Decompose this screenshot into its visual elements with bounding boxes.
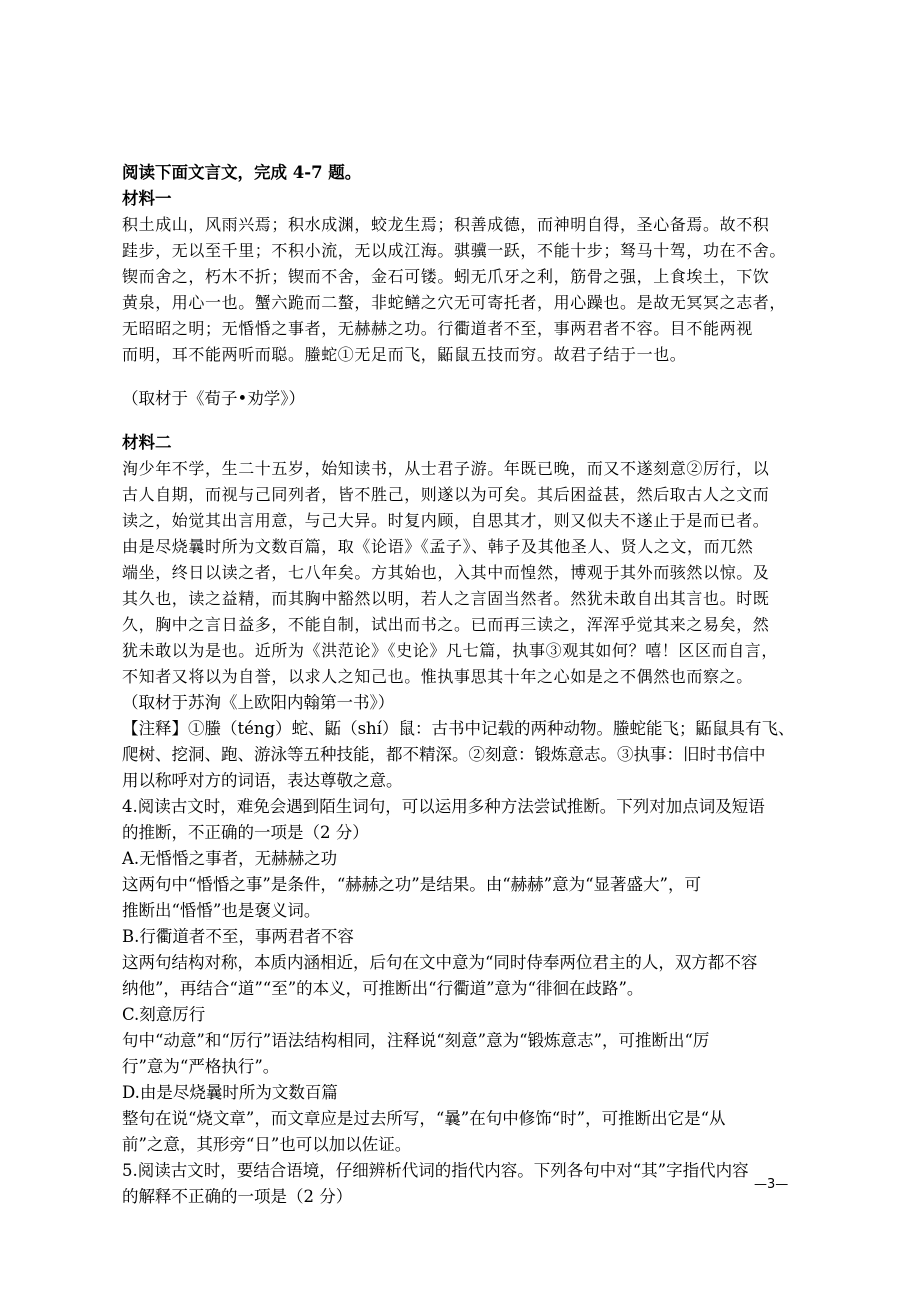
q4-option-b-text: 这两句结构对称，本质内涵相近，后句在文中意为“同时侍奉两位君主的人，双方都不容 — [122, 953, 758, 972]
material1-line: 积土成山，风雨兴焉；积水成渊，蛟龙生焉；积善成德，而神明自得，圣心备焉。故不积 — [122, 215, 770, 234]
material2-line: 久，胸中之言日益多，不能自制，试出而书之。已而再三读之，浑浑乎觉其来之易矣，然 — [122, 615, 770, 634]
material2-title: 材料二 — [122, 433, 172, 452]
document-body — [122, 160, 810, 1210]
note-line: 爬树、挖洞、跑、游泳等五种技能，都不精深。②刻意：锻炼意志。③执事：旧时书信中 — [122, 745, 766, 764]
q4-option-b-label: B.行衢道者不至，事两君者不容 — [122, 927, 354, 946]
material1-source: （取材于《荀子•劝学》） — [122, 389, 305, 408]
intro-heading: 阅读下面文言文，完成 4-7 题。 — [122, 163, 362, 182]
q5-stem-line: 的解释不正确的一项是（2 分） — [122, 1187, 353, 1206]
note-line: 用以称呼对方的词语，表达尊敬之意。 — [122, 771, 403, 790]
q4-option-d-label: D.由是尽烧曩时所为文数百篇 — [122, 1083, 338, 1102]
material2-line: 读之，始觉其出言用意，与己大异。时复内顾，自思其才，则又似夫不遂止于是而已者。 — [122, 511, 770, 530]
q4-option-a-text: 这两句中“惛惛之事”是条件，“赫赫之功”是结果。由“赫赫”意为“显著盛大”，可 — [122, 875, 701, 894]
notes — [122, 716, 810, 794]
q4-option-c-label: C.刻意厉行 — [122, 1005, 206, 1024]
note-line: 【注释】①螣（téng）蛇、鼫（shí）鼠：古书中记载的两种动物。螣蛇能飞；鼫鼠具有飞、 — [122, 719, 795, 738]
material2-line: 洵少年不学，生二十五岁，始知读书，从士君子游。年既已晚，而又不遂刻意②厉行，以 — [122, 459, 770, 478]
q4-option-a-text: 推断出“惛惛”也是褒义词。 — [122, 901, 321, 920]
material1-line: 黄泉，用心一也。蟹六跪而二螯，非蛇鳝之穴无可寄托者，用心躁也。是故无冥冥之志者， — [122, 293, 787, 312]
q4-option-d-text: 整句在说“烧文章”，而文章应是过去所写，“曩”在句中修饰“时”，可推断出它是“从 — [122, 1109, 726, 1128]
material2-text — [122, 456, 810, 690]
material2-line: 不知者又将以为自誉，以求人之知己也。惟执事思其十年之心如是之不偶然也而察之。 — [122, 667, 753, 686]
material2-source: （取材于苏洵《上欧阳内翰第一书》） — [122, 693, 395, 712]
q4-option-d-text: 前”之意，其形旁“日”也可以加以佐证。 — [122, 1135, 412, 1154]
material2-line: 犹未敢以为是也。近所为《洪范论》《史论》凡七篇，执事③观其如何？嘻！区区而自言， — [122, 641, 779, 660]
page-number: —3— — [754, 1177, 789, 1192]
material1-line: 而明，耳不能两听而聪。螣蛇①无足而飞，鼫鼠五技而穷。故君子结于一也。 — [122, 345, 687, 364]
material1-text — [122, 212, 810, 368]
q4-option-c-text: 句中“动意”和“厉行”语法结构相同，注释说“刻意”意为“锻炼意志”，可推断出“厉 — [122, 1031, 710, 1050]
q4-option-b-text: 纳他”，再结合“道”“至”的本义，可推断出“行衢道”意为“徘徊在歧路”。 — [122, 979, 644, 998]
material2-line: 古人自期，而视与己同列者，皆不胜己，则遂以为可矣。其后困益甚，然后取古人之文而 — [122, 485, 770, 504]
material2-line: 由是尽烧曩时所为文数百篇，取《论语》《孟子》、韩子及其他圣人、贤人之文，而兀然 — [122, 537, 754, 556]
q4-option-a-label: A.无惛惛之事者，无赫赫之功 — [122, 849, 338, 868]
question-5 — [122, 1158, 810, 1210]
q4-option-c-text: 行”意为“严格执行”。 — [122, 1057, 280, 1076]
material1-line: 锲而舍之，朽木不折；锲而不舍，金石可镂。蚓无爪牙之利，筋骨之强，上食埃土，下饮 — [122, 267, 770, 286]
material2-line: 其久也，读之益精，而其胸中豁然以明，若人之言固当然者。然犹未敢自出其言也。时既 — [122, 589, 770, 608]
material1-line: 跬步，无以至千里；不积小流，无以成江海。骐骥一跃，不能十步；驽马十驾，功在不舍。 — [122, 241, 787, 260]
q4-stem-line: 4.阅读古文时，难免会遇到陌生词句，可以运用多种方法尝试推断。下列对加点词及短语 — [122, 797, 765, 816]
q4-stem-line: 的推断，不正确的一项是（2 分） — [122, 823, 369, 842]
material1-line: 无昭昭之明；无惛惛之事者，无赫赫之功。行衢道者不至，事两君者不容。目不能两视 — [122, 319, 753, 338]
material1-title: 材料一 — [122, 189, 172, 208]
q5-stem-line: 5.阅读古文时，要结合语境，仔细辨析代词的指代内容。下列各句中对“其”字指代内容 — [122, 1161, 749, 1180]
question-4 — [122, 794, 810, 1158]
material2-line: 端坐，终日以读之者，七八年矣。方其始也，入其中而惶然，博观于其外而骇然以惊。及 — [122, 563, 770, 582]
